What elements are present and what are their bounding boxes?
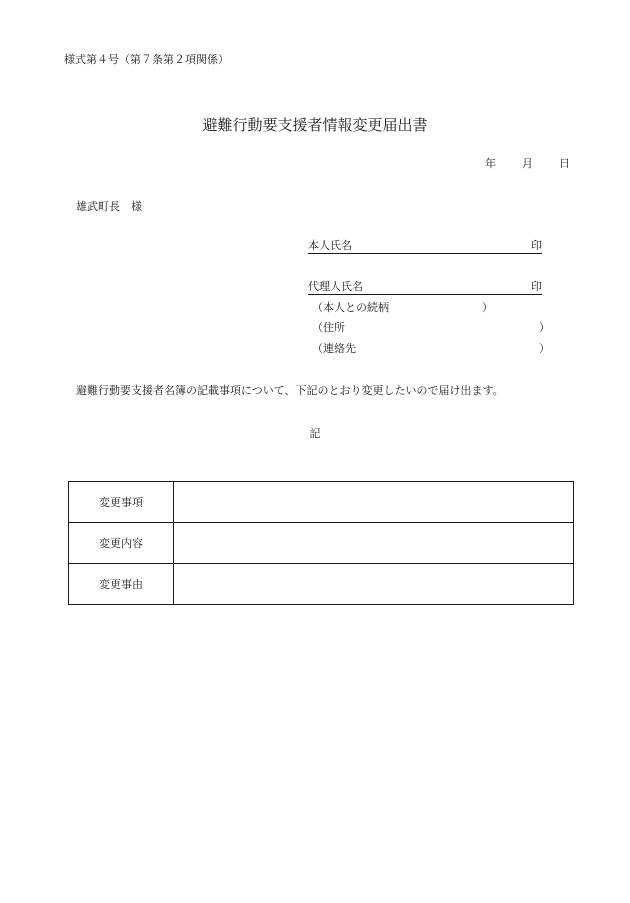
date-day-label: 日 bbox=[559, 157, 570, 170]
change-item-field[interactable] bbox=[174, 482, 574, 523]
row-label-change-content: 変更内容 bbox=[69, 523, 174, 564]
document-title: 避難行動要支援者情報変更届出書 bbox=[202, 116, 428, 134]
agent-name-label: 代理人氏名 bbox=[308, 280, 363, 293]
change-reason-field[interactable] bbox=[174, 564, 574, 605]
table-row bbox=[69, 523, 574, 564]
ki-heading: 記 bbox=[309, 427, 321, 440]
self-name-line[interactable] bbox=[308, 239, 542, 254]
contact-label: （連絡先 bbox=[312, 342, 356, 355]
table-row bbox=[69, 482, 574, 523]
relationship-close: ） bbox=[482, 301, 493, 314]
address-close: ） bbox=[539, 321, 550, 334]
contact-close: ） bbox=[539, 342, 550, 355]
date-month-label: 月 bbox=[522, 157, 533, 170]
date-line bbox=[485, 157, 570, 171]
body-text: 避難行動要支援者名簿の記載事項について、下記のとおり変更したいので届け出ます。 bbox=[76, 384, 504, 397]
changes-table bbox=[68, 481, 574, 605]
agent-seal-mark: 印 bbox=[531, 280, 542, 293]
address-label: （住所 bbox=[312, 321, 345, 334]
form-number: 様式第４号（第７条第２項関係） bbox=[64, 53, 229, 66]
agent-name-line[interactable] bbox=[308, 280, 542, 295]
self-seal-mark: 印 bbox=[531, 239, 542, 252]
table-row bbox=[69, 564, 574, 605]
self-name-label: 本人氏名 bbox=[308, 239, 352, 252]
addressee: 雄武町長 様 bbox=[76, 200, 142, 213]
change-content-field[interactable] bbox=[174, 523, 574, 564]
row-label-change-reason: 変更事由 bbox=[69, 564, 174, 605]
row-label-change-item: 変更事項 bbox=[69, 482, 174, 523]
relationship-label: （本人との続柄 bbox=[312, 301, 389, 314]
date-year-label: 年 bbox=[485, 157, 496, 170]
